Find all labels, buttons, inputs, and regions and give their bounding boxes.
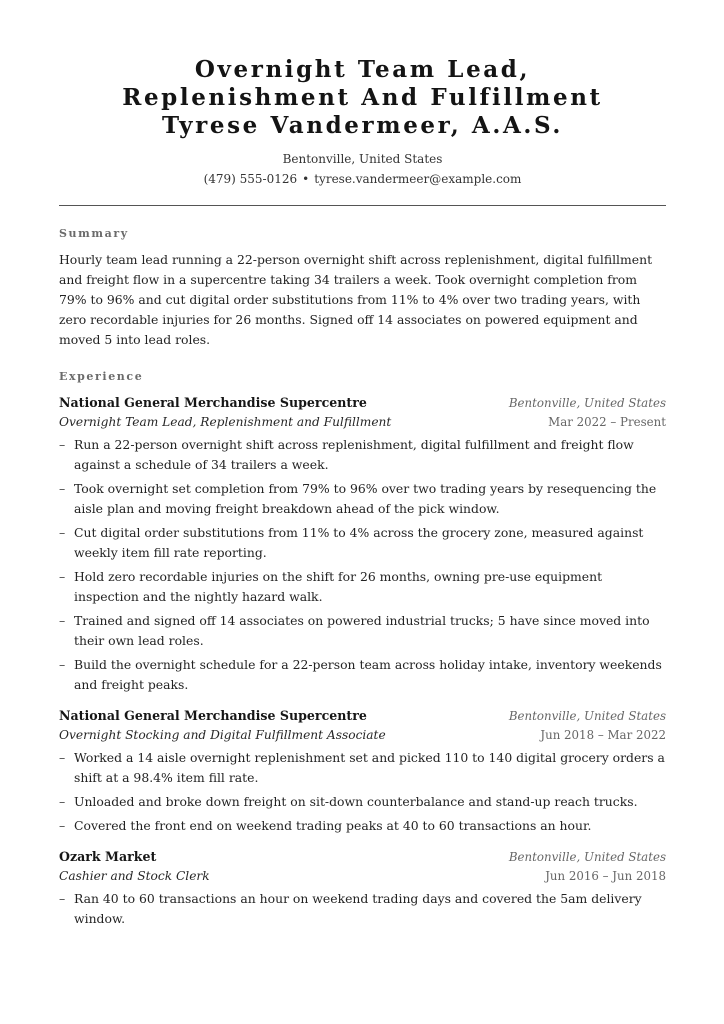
job-entry <box>59 393 666 695</box>
job-bullets <box>59 435 666 695</box>
job-bullet: – Build the overnight schedule for a 22-person team across holiday intake, inventory weekends and freight peaks. <box>59 655 666 695</box>
job-role: Overnight Stocking and Digital Fulfillment Associate <box>59 728 386 742</box>
contact-email: tyrese.vandermeer@example.com <box>314 172 522 186</box>
title-line-2: Replenishment And Fulfillment <box>122 84 603 111</box>
job-entry <box>59 706 666 836</box>
job-header-row <box>59 847 666 867</box>
job-bullet: – Hold zero recordable injuries on the shift for 26 months, owning pre-use equipment inspection and the nightly hazard walk. <box>59 567 666 607</box>
job-header-row <box>59 393 666 413</box>
job-bullet: – Covered the front end on weekend trading peaks at 40 to 60 transactions an hour. <box>59 816 666 836</box>
contact-location: Bentonville, United States <box>282 152 443 166</box>
job-bullets <box>59 889 666 929</box>
job-location: Bentonville, United States <box>508 709 666 723</box>
experience-heading: Experience <box>59 370 144 383</box>
contact-line <box>59 169 666 189</box>
job-location: Bentonville, United States <box>508 396 666 410</box>
job-bullets <box>59 748 666 836</box>
job-bullet: – Unloaded and broke down freight on sit-down counterbalance and stand-up reach trucks. <box>59 792 666 812</box>
job-employer: National General Merchandise Supercentre <box>59 708 367 723</box>
job-employer: Ozark Market <box>59 849 157 864</box>
resume-page <box>59 0 666 933</box>
job-bullet: – Run a 22-person overnight shift across replenishment, digital fulfillment and freight flow against a schedule of 34 trailers a week. <box>59 435 666 475</box>
job-employer: National General Merchandise Supercentre <box>59 395 367 410</box>
job-dates: Mar 2022 – Present <box>548 415 666 429</box>
job-bullet: – Trained and signed off 14 associates on powered industrial trucks; 5 have since moved into their own lead roles. <box>59 611 666 651</box>
job-role: Cashier and Stock Clerk <box>59 869 210 883</box>
job-location: Bentonville, United States <box>508 850 666 864</box>
job-role-row <box>59 726 666 745</box>
job-role-row <box>59 413 666 432</box>
summary-text: Hourly team lead running a 22-person overnight shift across replenishment, digital fulfillment and freight flow in a supercentre taking 34 trailers a week. Took overnight completion from 79% to 96% and cut digital order substitutions from 11% to 4% over two trading years, with zero recordable injuries for 26 months. Signed off 14 associates on powered equipment and moved 5 into lead roles. <box>59 252 653 347</box>
resume-title <box>59 56 666 140</box>
job-bullet: – Took overnight set completion from 79% to 96% over two trading years by resequencing the aisle plan and moving freight breakdown ahead of the pick window. <box>59 479 666 519</box>
contact-separator: • <box>302 172 310 186</box>
job-header-row <box>59 706 666 726</box>
job-role-row <box>59 867 666 886</box>
job-role: Overnight Team Lead, Replenishment and Fulfillment <box>59 415 392 429</box>
title-line-3: Tyrese Vandermeer, A.A.S. <box>161 112 564 139</box>
header-divider <box>59 205 666 206</box>
summary-heading: Summary <box>59 227 129 240</box>
job-bullet: – Cut digital order substitutions from 11% to 4% across the grocery zone, measured against weekly item fill rate reporting. <box>59 523 666 563</box>
job-dates: Jun 2016 – Jun 2018 <box>545 869 666 883</box>
job-entry <box>59 847 666 929</box>
job-bullet: – Ran 40 to 60 transactions an hour on weekend trading days and covered the 5am delivery window. <box>59 889 666 929</box>
contact-phone: (479) 555-0126 <box>203 172 298 186</box>
job-bullet: – Worked a 14 aisle overnight replenishment set and picked 110 to 140 digital grocery orders a shift at a 98.4% item fill rate. <box>59 748 666 788</box>
title-line-1: Overnight Team Lead, <box>194 56 531 83</box>
job-dates: Jun 2018 – Mar 2022 <box>540 728 666 742</box>
